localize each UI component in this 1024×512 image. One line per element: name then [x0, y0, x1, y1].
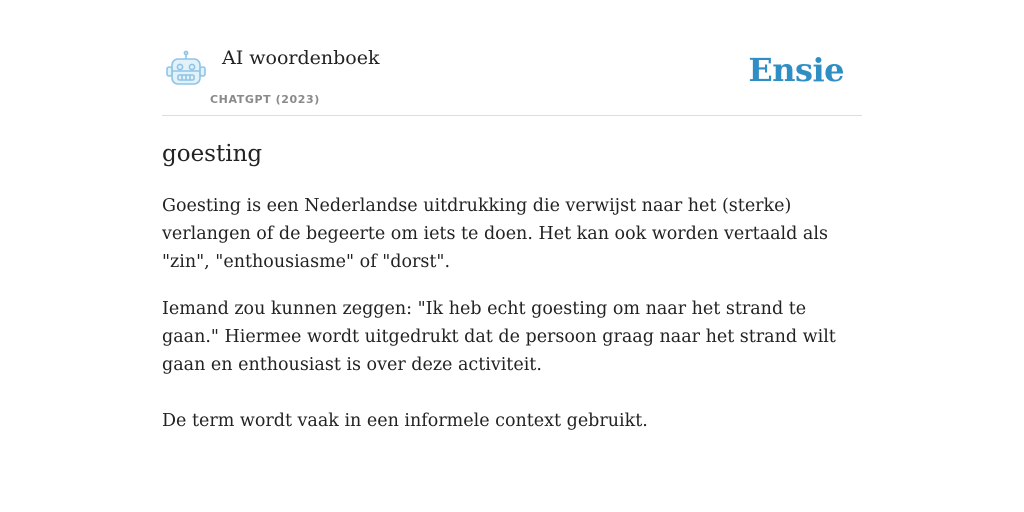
definition-paragraph: Iemand zou kunnen zeggen: "Ik heb echt goesting om naar het strand te gaan." Hiermee wordt uitgedrukt dat de persoon graag naar het strand wilt gaan en enthousiast is over deze activiteit. — [162, 299, 836, 375]
definition-paragraph: Goesting is een Nederlandse uitdrukking die verwijst naar het (sterke) verlangen of de begeerte om iets te doen. Het kan ook worden vertaald als "zin", "enthousiasme" of "dorst". — [162, 196, 828, 272]
robot-icon — [164, 50, 208, 90]
entry-header — [162, 40, 862, 116]
definition-paragraph: De term wordt vaak in een informele context gebruikt. — [162, 411, 648, 431]
brand-logo[interactable]: Ensie — [748, 51, 844, 89]
source-title[interactable]: AI woordenboek — [222, 47, 380, 69]
entry-term: goesting — [162, 141, 263, 167]
entry-definition — [162, 192, 864, 435]
source-subtitle: CHATGPT (2023) — [210, 93, 320, 106]
